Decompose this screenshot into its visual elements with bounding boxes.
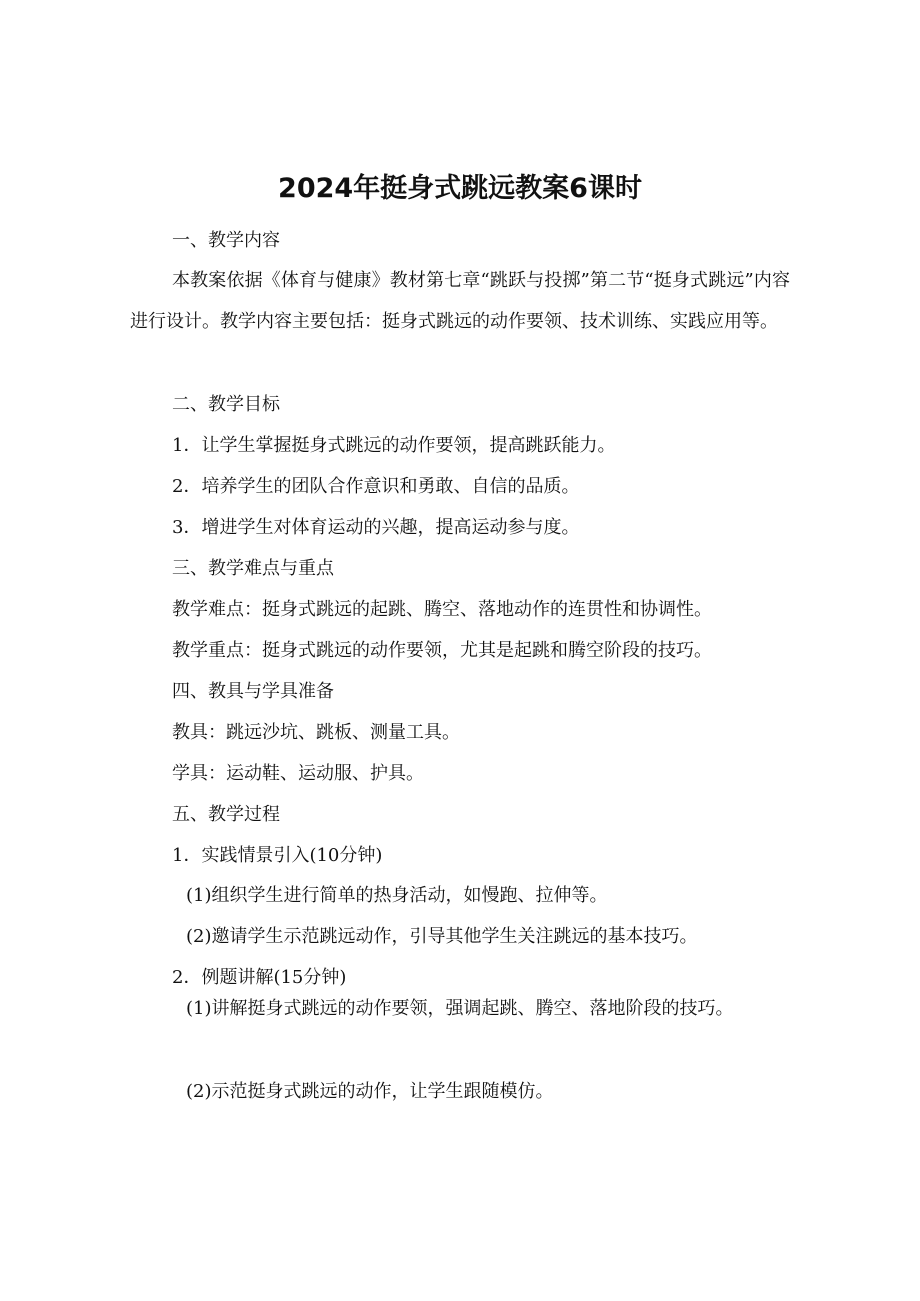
objective-item-2: 2．培养学生的团队合作意识和勇敢、自信的品质。	[172, 476, 580, 497]
objective-item-1: 1．让学生掌握挺身式跳远的动作要领，提高跳跃能力。	[172, 435, 616, 456]
student-materials: 学具：运动鞋、运动服、护具。	[172, 763, 424, 784]
section-heading-objectives: 二、教学目标	[172, 394, 280, 415]
process-step-1: 1．实践情景引入(10分钟)	[172, 845, 383, 866]
document-title: 2024年挺身式跳远教案6课时	[278, 173, 642, 204]
section-heading-difficulties: 三、教学难点与重点	[172, 558, 334, 579]
teaching-key-point: 教学重点：挺身式跳远的动作要领，尤其是起跳和腾空阶段的技巧。	[172, 640, 712, 661]
section-heading-content: 一、教学内容	[172, 230, 280, 251]
process-step-1-item-2: (2)邀请学生示范跳远动作，引导其他学生关注跳远的基本技巧。	[186, 926, 698, 947]
process-step-1-item-1: (1)组织学生进行简单的热身活动，如慢跑、拉伸等。	[186, 885, 608, 906]
process-step-2-item-1: (1)讲解挺身式跳远的动作要领，强调起跳、腾空、落地阶段的技巧。	[186, 998, 734, 1019]
process-step-2: 2．例题讲解(15分钟)	[172, 967, 347, 988]
teacher-materials: 教具：跳远沙坑、跳板、测量工具。	[172, 722, 460, 743]
process-step-2-item-2: (2)示范挺身式跳远的动作，让学生跟随模仿。	[186, 1081, 554, 1102]
section-heading-materials: 四、教具与学具准备	[172, 681, 334, 702]
section-heading-process: 五、教学过程	[172, 804, 280, 825]
teaching-difficulty: 教学难点：挺身式跳远的起跳、腾空、落地动作的连贯性和协调性。	[172, 599, 712, 620]
section-content-paragraph: 本教案依据《体育与健康》教材第七章“跳跃与投掷”第二节“挺身式跳远”内容进行设计。教学内容主要包括：挺身式跳远的动作要领、技术训练、实践应用等。	[130, 270, 790, 332]
objective-item-3: 3．增进学生对体育运动的兴趣，提高运动参与度。	[172, 517, 580, 538]
